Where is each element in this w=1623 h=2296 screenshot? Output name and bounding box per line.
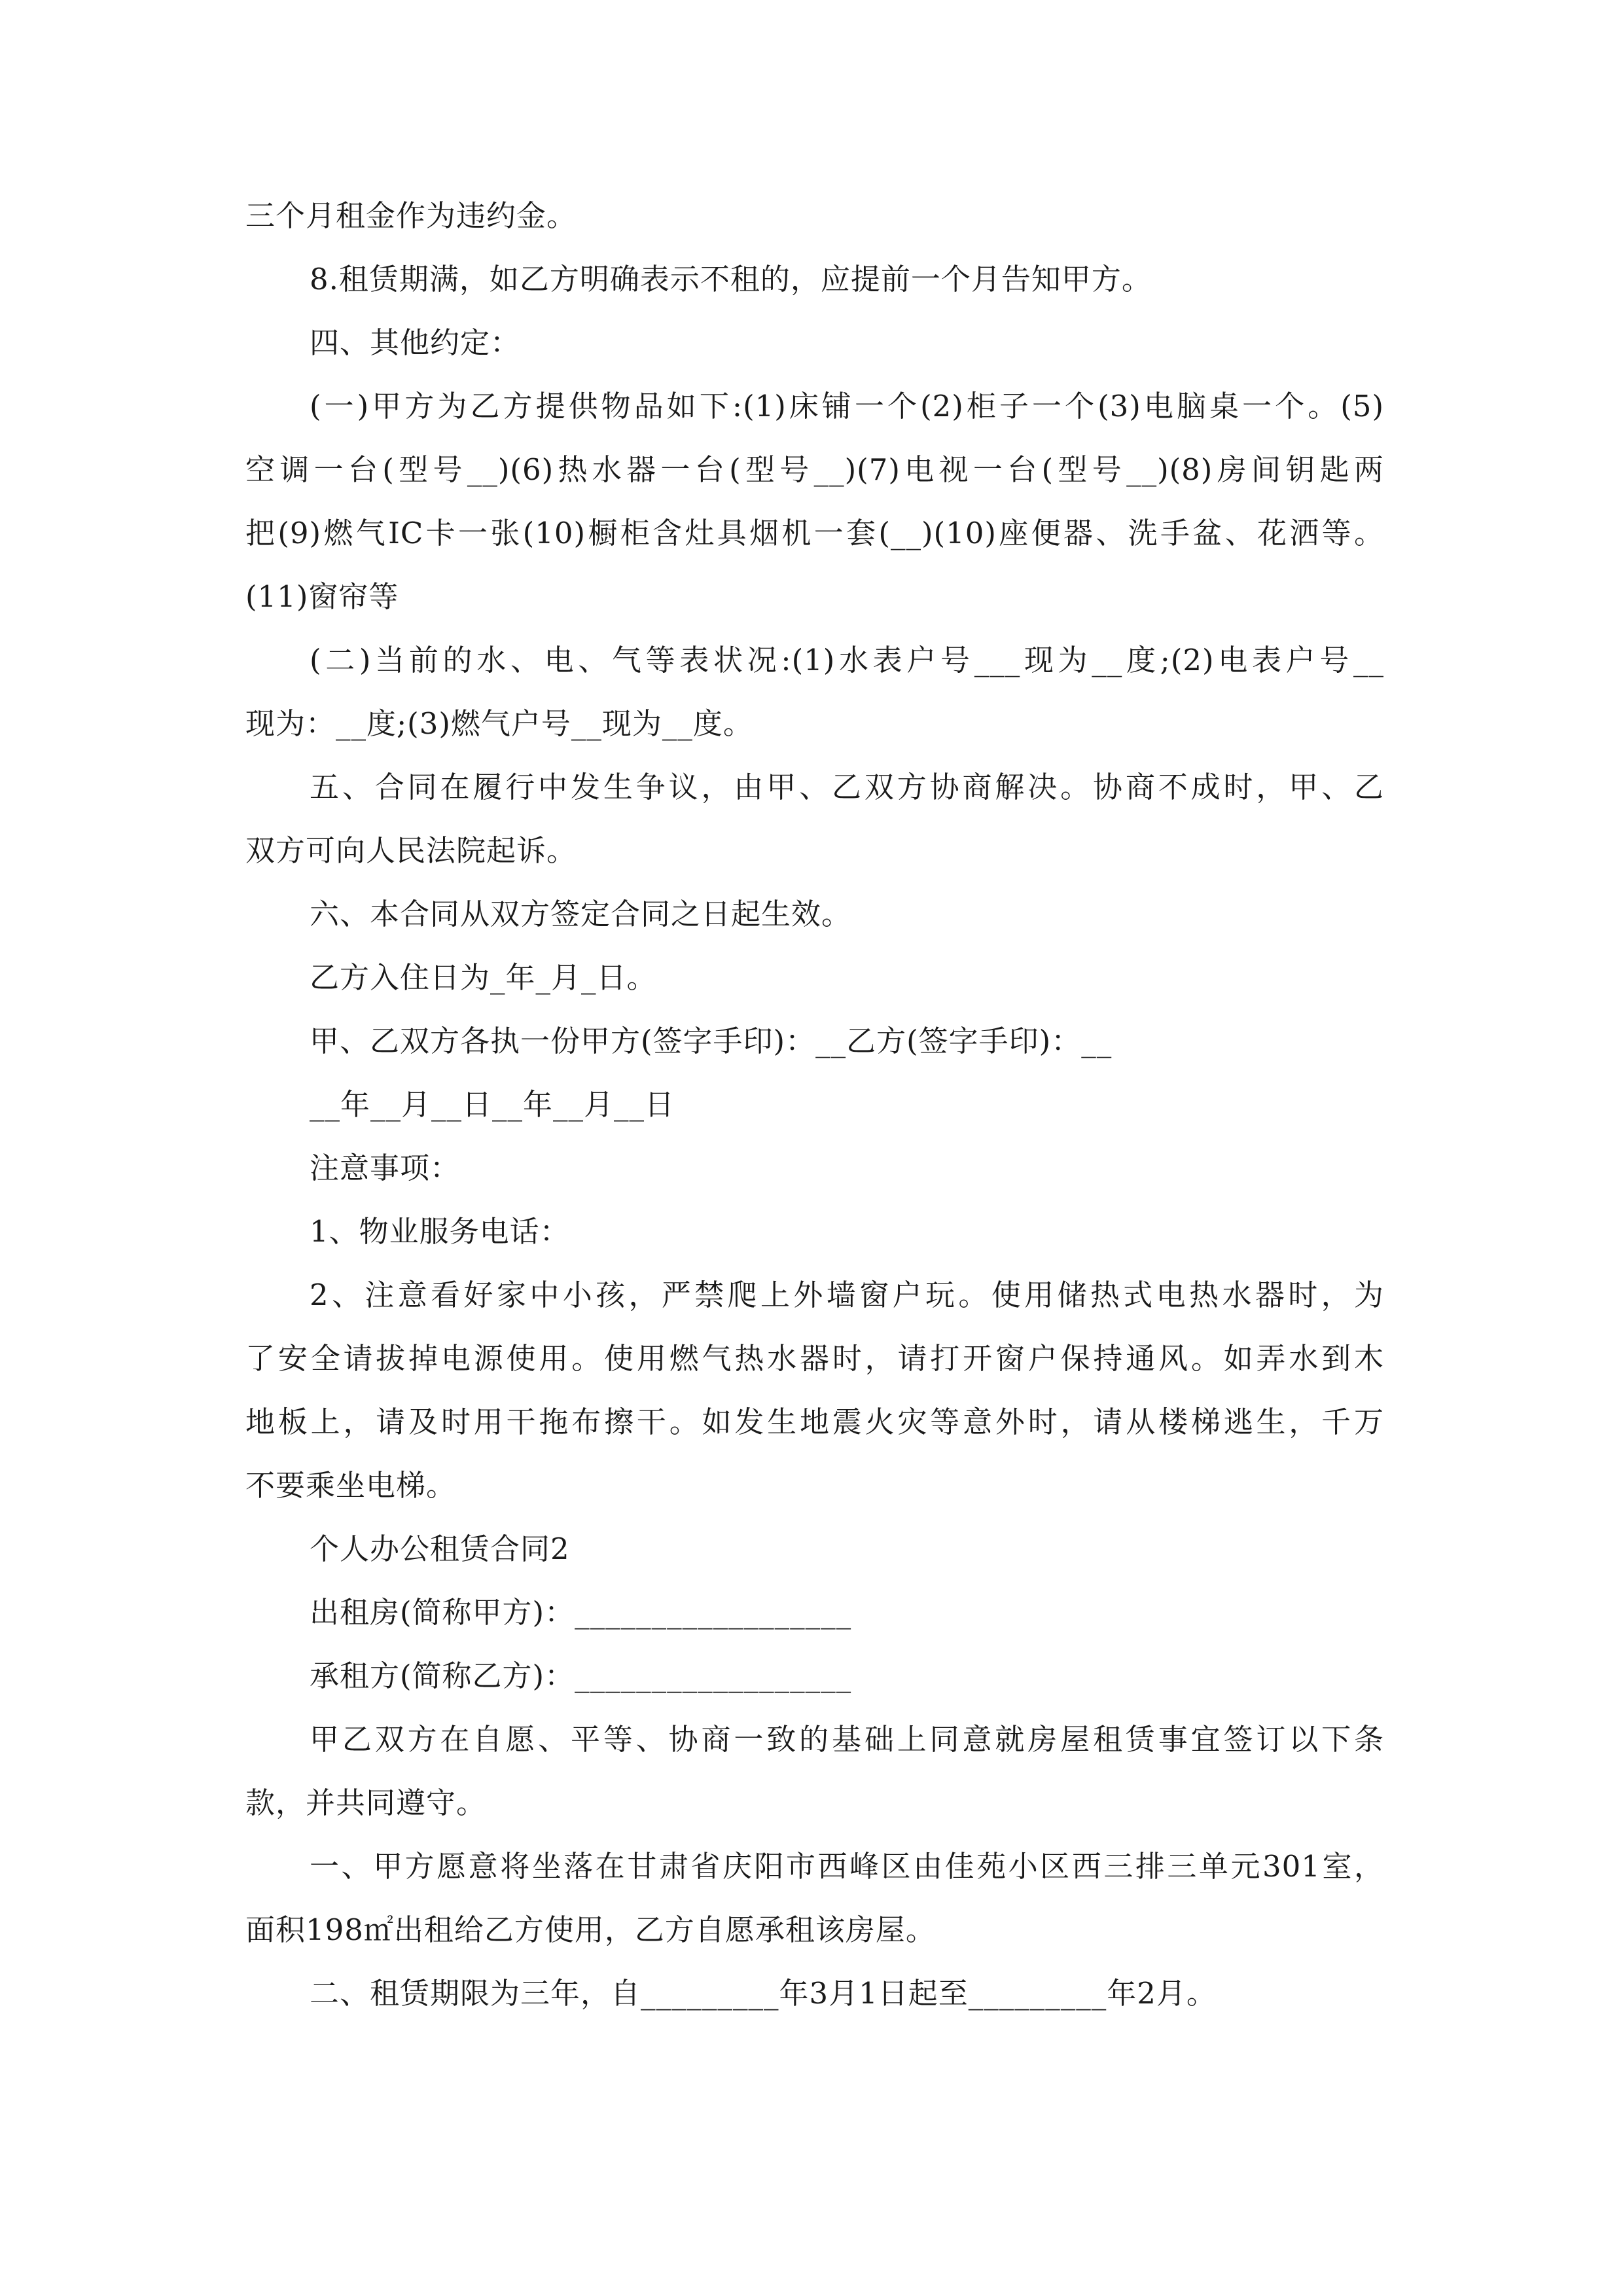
text-line: 款，并共同遵守。 [245,1785,487,1820]
text-line: 了安全请拔掉电源使用。使用燃气热水器时，请打开窗户保持通风。如弄水到木 [245,1341,1384,1376]
text-line: (一)甲方为乙方提供物品如下:(1)床铺一个(2)柜子一个(3)电脑桌一个。(5) [310,389,1384,423]
text-line: 面积198㎡出租给乙方使用，乙方自愿承租该房屋。 [245,1912,936,1947]
text-line: 甲乙双方在自愿、平等、协商一致的基础上同意就房屋租赁事宜签订以下条 [310,1722,1384,1757]
text-line: (二)当前的水、电、气等表状况:(1)水表户号___现为__度;(2)电表户号__ [310,643,1384,677]
text-line: 8.租赁期满，如乙方明确表示不租的，应提前一个月告知甲方。 [310,262,1152,296]
contract-title: 个人办公租赁合同2 [310,1532,570,1566]
lessee-field: 承租方(简称乙方)：__________________ [310,1659,852,1693]
text-line: 地板上，请及时用干拖布擦干。如发生地震火灾等意外时，请从楼梯逃生，千万 [245,1405,1384,1439]
text-line: 双方可向人民法院起诉。 [245,833,577,868]
text-line: 1、物业服务电话： [310,1214,570,1249]
text-line: 六、本合同从双方签定合同之日起生效。 [310,897,852,931]
date-line: __年__月__日__年__月__日 [310,1087,675,1122]
text-line: 乙方入住日为_年_月_日。 [310,960,657,995]
text-line: 二、租赁期限为三年，自_________年3月1日起至_________年2月。 [310,1976,1217,2011]
text-line: 空调一台(型号__)(6)热水器一台(型号__)(7)电视一台(型号__)(8)房间钥匙两 [245,452,1384,487]
section-heading: 注意事项： [310,1151,461,1185]
signature-line: 甲、乙双方各执一份甲方(签字手印)：__乙方(签字手印)：__ [310,1024,1113,1058]
text-line: 2、注意看好家中小孩，严禁爬上外墙窗户玩。使用储热式电热水器时，为 [310,1278,1384,1312]
text-line: 三个月租金作为违约金。 [245,198,577,233]
text-line: 把(9)燃气IC卡一张(10)橱柜含灶具烟机一套(__)(10)座便器、洗手盆、花洒等。 [245,516,1384,550]
text-line: 不要乘坐电梯。 [245,1468,457,1503]
text-line: (11)窗帘等 [245,579,399,614]
lessor-field: 出租房(简称甲方)：__________________ [310,1595,852,1630]
section-heading: 四、其他约定： [310,325,521,360]
text-line: 现为：__度;(3)燃气户号__现为__度。 [245,706,753,741]
text-line: 一、甲方愿意将坐落在甘肃省庆阳市西峰区由佳苑小区西三排三单元301室， [310,1849,1384,1884]
text-line: 五、合同在履行中发生争议，由甲、乙双方协商解决。协商不成时，甲、乙 [310,770,1384,804]
